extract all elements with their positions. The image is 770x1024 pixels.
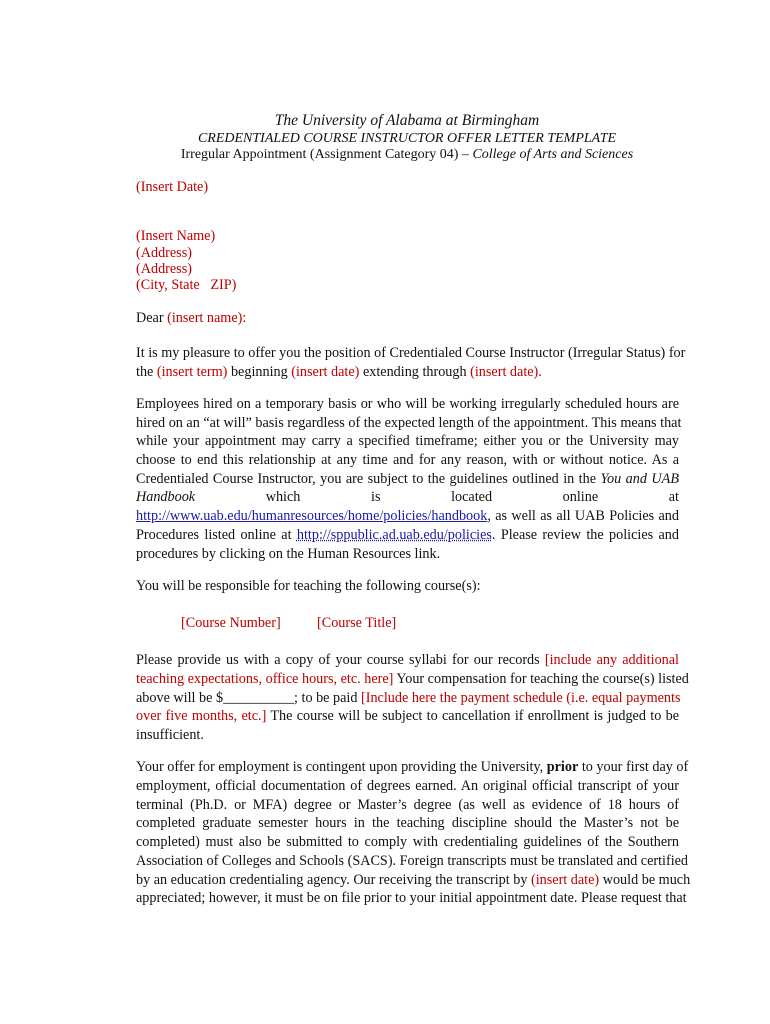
insert-date: (Insert Date) [136, 179, 209, 195]
insert-begin-date: (insert date) [291, 364, 360, 380]
p5-line-7 [136, 871, 691, 889]
p5-line-5: completed) must also be submitted to comply with credentialing guidelines of the Southern [136, 834, 679, 850]
p2-word-is: is [371, 489, 381, 505]
p1-text-c: extending through [359, 364, 471, 380]
course-number: [Course Number] [181, 615, 281, 631]
salutation-name: (insert name): [167, 310, 247, 326]
p5-text-7c: would be much [599, 872, 691, 888]
p4-red-3b: [Include here the payment schedule (i.e. equal payments [361, 690, 681, 706]
p4-text-1a: Please provide us with a copy of your course syllabi for our records [136, 652, 545, 668]
p2-text-8b: . Please review the policies and [491, 527, 679, 543]
p2-line-3: while your appointment may carry a specified timeframe; either you or the University may [136, 433, 679, 449]
p4-line-5: insufficient. [136, 727, 204, 743]
p2-text-7b: , as well as all UAB Policies and [487, 508, 679, 524]
p4-text-2b: Your compensation for teaching the course(s) listed [393, 671, 689, 687]
p1-line-1: It is my pleasure to offer you the position of Credentialed Course Instructor (Irregular Status) for [136, 345, 686, 361]
handbook-title-b: Handbook [136, 489, 196, 505]
p2-word-at: at [668, 489, 679, 505]
p5-line-2: employment, official documentation of degrees earned. An original official transcript of your [136, 778, 679, 794]
p2-line-9: procedures by clicking on the Human Resources link. [136, 546, 441, 562]
p1-text-a: the [136, 364, 157, 380]
template-title: CREDENTIALED COURSE INSTRUCTOR OFFER LETTER TEMPLATE [197, 131, 617, 146]
insert-term: (insert term) [156, 364, 228, 380]
p4-red-1b: [include any additional [544, 652, 679, 668]
subtitle-plain: Irregular Appointment (Assignment Category 04) – [180, 147, 473, 162]
courses-intro: You will be responsible for teaching the following course(s): [136, 578, 481, 594]
p5-line-4: completed graduate semester hours in the teaching discipline should the Master’s not be [136, 815, 679, 831]
p5-text-7a: by an education credentialing agency. Our receiving the transcript by [136, 872, 531, 888]
p1-line-2 [136, 363, 679, 381]
p2-text-5a: Credentialed Course Instructor, you are subject to the guidelines outlined in the [136, 471, 601, 487]
p5-line-1 [136, 758, 689, 776]
p2-line-4: choose to end this relationship at any time and for any reason, with or without notice. As a [136, 452, 679, 468]
p2-line-8 [136, 526, 679, 544]
p5-text-1a: Your offer for employment is contingent upon providing the University, [136, 759, 547, 775]
course-title: [Course Title] [317, 615, 397, 631]
p5-line-8: appreciated; however, it must be on file prior to your initial appointment date. Please request that [136, 890, 687, 906]
p2-word-which: which [265, 489, 301, 505]
subtitle [0, 146, 770, 164]
insert-name: (Insert Name) [136, 228, 216, 244]
p2-line-7 [136, 507, 679, 525]
p5-red-date: (insert date) [531, 872, 600, 888]
salutation [136, 309, 679, 327]
p4-line-2 [136, 670, 689, 688]
p2-word-online: online [562, 489, 599, 505]
p2-line-5 [136, 470, 679, 488]
p2-word-located: located [451, 489, 493, 505]
address-line-1: (Address) [136, 245, 192, 261]
p2-line-6 [136, 488, 679, 506]
salutation-text: Dear [136, 310, 168, 326]
p2-line-1: Employees hired on a temporary basis or who will be working irregularly scheduled hours are [136, 396, 679, 412]
p5-bold-prior: prior [546, 759, 579, 775]
p5-line-6: Association of Colleges and Schools (SACS). Foreign transcripts must be translated and certified [136, 853, 689, 869]
city-state-zip: (City, State ZIP) [136, 277, 237, 293]
p4-line-4 [136, 707, 679, 725]
p1-text-b: beginning [227, 364, 292, 380]
handbook-title-a: You and UAB [600, 471, 679, 487]
address-line-2: (Address) [136, 261, 192, 277]
p4-text-3a: above will be $__________; to be paid [136, 690, 361, 706]
p2-line-2: hired on an “at will” basis regardless of the expected length of the appointment. This means that [136, 415, 682, 431]
p4-text-4b: The course will be subject to cancellation if enrollment is judged to be [266, 708, 679, 724]
insert-end-date: (insert date). [470, 364, 542, 380]
p4-red-4a: over five months, etc.] [136, 708, 267, 724]
p2-text-8a: Procedures listed online at [136, 527, 297, 543]
p4-line-3 [136, 689, 679, 707]
p5-text-1c: to your first day of [578, 759, 689, 775]
p5-line-3: terminal (Ph.D. or MFA) degree or Master’s degree (as well as evidence of 18 hours of [136, 797, 679, 813]
subtitle-college: College of Arts and Sciences [472, 147, 634, 162]
p4-line-1 [136, 651, 679, 669]
p4-red-2a: teaching expectations, office hours, etc. here] [136, 671, 394, 687]
handbook-link[interactable]: http://www.uab.edu/humanresources/home/policies/handbook [136, 508, 488, 524]
university-title: The University of Alabama at Birmingham [274, 112, 540, 129]
policies-link[interactable]: http://sppublic.ad.uab.edu/policies [296, 527, 492, 543]
